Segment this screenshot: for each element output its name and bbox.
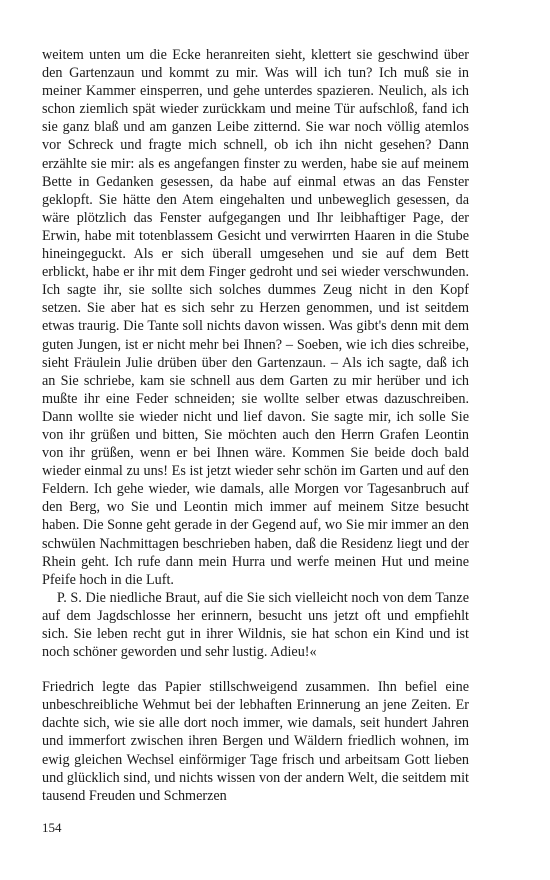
letter-body-paragraph: weitem unten um die Ecke heranreiten sieht, klettert sie geschwind über den Gartenzaun und kommt zu mir. Was will ich tun? Ich muß sie in meiner Kammer einsperren, und gehe unterdes spazieren. Neulich, als ich schon ziemlich spät wieder zurückkam und meine Tür aufschloß, fand ich sie ganz blaß und am ganzen Leibe zitternd. Sie war noch völlig atemlos vor Schreck und fragte mich schnell, ob ich ihn nicht gesehen? Dann erzählte sie mir: als es angefangen finster zu werden, habe sie auf meinem Bette in Gedanken gesessen, da habe auf einmal etwas an das Fenster geklopft. Sie hätte den Atem eingehalten und unbeweglich gesessen, da wäre plötzlich das Fenster aufgegangen und Ihr leibhaftiger Page, der Erwin, habe mit totenblassem Gesicht und verwirrten Haaren in die Stube hineingeguckt. Als er sich überall umgesehen und sie auf dem Bett erblickt, habe er ihr mit dem Finger gedroht und sei wieder verschwunden. Ich sagte ihr, sie sollte sich solches dummes Zeug nicht in den Kopf setzen. Sie aber hat es sich sehr zu Herzen genommen, und ist seitdem etwas traurig. Die Tante soll nichts davon wissen. Was gibt's denn mit dem guten Jungen, ist er nicht mehr bei Ihnen? – Soeben, wie ich dies schreibe, sieht Fräulein Julie drüben über den Gartenzaun. – Als ich sagte, daß ich an Sie schriebe, kam sie schnell aus dem Garten zu mir herüber und ich mußte ihr eine Feder schneiden; sie wollte selber etwas dazuschreiben. Dann wollte sie wieder nicht und lief davon. Sie sagte mir, ich solle Sie von ihr grüßen und bitten, Sie möchten auch den Herrn Grafen Leontin von ihr grüßen, wenn er bei Ihnen wäre. Kommen Sie beide doch bald wieder einmal zu uns! Es ist jetzt wieder sehr schön im Garten und auf den Feldern. Ich gehe wieder, wie damals, alle Morgen vor Tagesanbruch auf den Berg, wo Sie und Leontin mich immer auf meinem Sitze besucht haben. Die Sonne geht gerade in der Gegend auf, wo Sie mir immer an den schwülen Nachmittagen beschrieben haben, daß die Residenz liegt und der Rhein geht. Ich rufe dann mein Hurra und werfe meinen Hut und meine Pfeife hoch in die Luft.	[42, 47, 469, 588]
postscript-paragraph: P. S. Die niedliche Braut, auf die Sie sich vielleicht noch von dem Tanze auf dem Jagdschlosse her erinnern, besucht uns jetzt oft und empfiehlt sich. Sie leben recht gut in ihrer Wildnis, sie hat schon ein Kind und ist noch schöner geworden und sehr lustig. Adieu!«	[42, 589, 469, 661]
narrative-paragraph: Friedrich legte das Papier stillschweigend zusammen. Ihn befiel eine unbeschreibliche Wehmut bei der lebhaften Erinnerung an jene Zeiten. Er dachte sich, wie sie alle dort noch immer, wie damals, seit hundert Jahren und immerfort zwischen ihren Bergen und Wäldern friedlich wohnen, im ewig gleichen Wechsel einförmiger Tage frisch und arbeitsam Gott lieben und glücklich sind, und nichts wissen von der andern Welt, die seitdem mit tausend Freuden und Schmerzen	[42, 679, 469, 804]
page-number: 154	[42, 820, 62, 835]
section-gap	[42, 661, 469, 678]
book-page-text	[42, 46, 469, 805]
